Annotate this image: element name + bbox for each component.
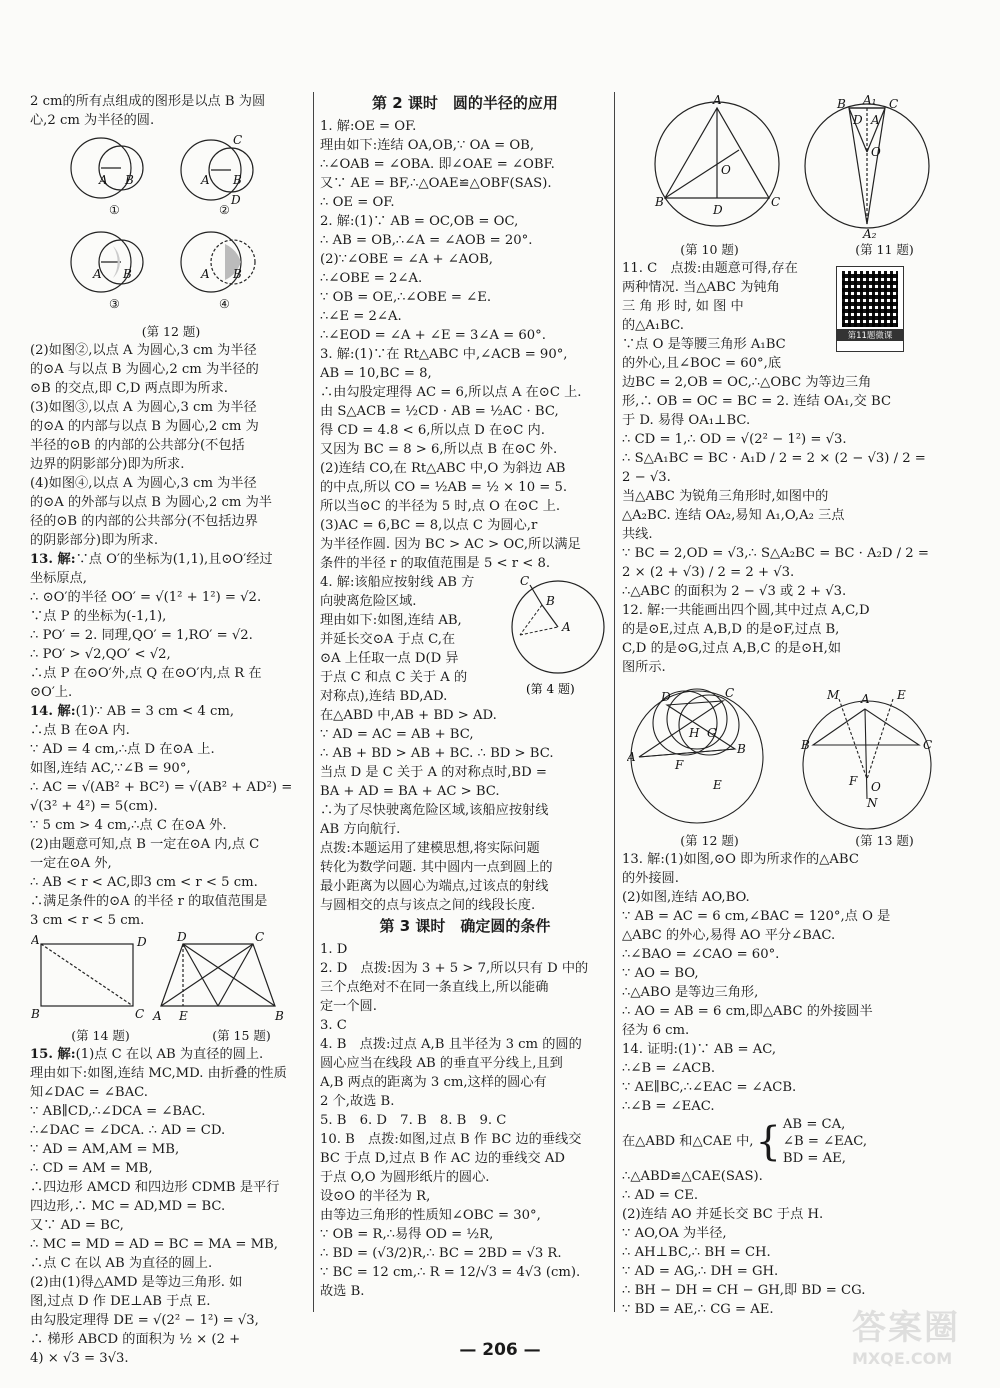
figure-caption: (第 10 题) bbox=[680, 242, 739, 257]
svg-text:B: B bbox=[125, 173, 134, 187]
watermark bbox=[852, 1300, 992, 1380]
fig-label: B bbox=[801, 738, 810, 752]
text-line: ∵ AD = 4 cm,∴点 D 在⊙A 上. bbox=[30, 742, 215, 757]
text-line: ∵ BC = 12 cm,∴ R = 12/√3 = 4√3 (cm). bbox=[320, 1265, 581, 1280]
text-line: ∴△ABO 是等边三角形, bbox=[622, 985, 759, 1000]
section-title: 第 3 课时 确定圆的条件 bbox=[379, 917, 551, 935]
fig-label: F bbox=[849, 774, 858, 788]
text-line: 理由如下:如图,连结 AB, bbox=[320, 613, 462, 628]
text-line: 对称点),连结 BD,AD. bbox=[320, 689, 448, 704]
text-line: ∴满足条件的⊙A 的半径 r 的取值范围是 bbox=[30, 894, 268, 909]
text-line: 得 CD = 4.8 < 6,所以点 D 在⊙C 内. bbox=[320, 423, 545, 438]
qr-code-icon bbox=[842, 271, 898, 327]
text-line: ∴ BD = (√3/2)R,∴ BC = 2BD = √3 R. bbox=[320, 1246, 562, 1261]
text-line: 当点 D 是 C 关于 A 的对称点时,BD = bbox=[320, 765, 547, 780]
fig-label: G bbox=[707, 726, 717, 740]
svg-text:C: C bbox=[233, 133, 243, 147]
figure-caption: (第 11 题) bbox=[855, 242, 914, 257]
figure-4-circle bbox=[506, 575, 610, 699]
fig-label: D bbox=[661, 690, 671, 704]
text-line: 在△ABD 和△CAE 中, bbox=[622, 1134, 754, 1149]
text-line: 3. C bbox=[320, 1018, 347, 1033]
text-line: ⊙O′上. bbox=[30, 685, 73, 700]
text-line: (2)如图,连结 AO,BO. bbox=[622, 890, 750, 905]
answer-14 bbox=[30, 702, 312, 930]
column-divider bbox=[313, 92, 314, 1312]
text-line: (2)由题意可知,点 B 一定在⊙A 内,点 C bbox=[30, 837, 260, 852]
answer-q2 bbox=[320, 212, 610, 345]
text-line: A,B 两点的距离为 3 cm,这样的圆心有 bbox=[320, 1075, 547, 1090]
text-line: 与圆相交的点与该点之间的线段长度. bbox=[320, 898, 536, 913]
fig-label: A bbox=[562, 620, 571, 634]
text-line: BA + AD = BA + AC > BC. bbox=[320, 784, 500, 799]
column-2 bbox=[320, 92, 610, 1301]
fig-label: B bbox=[737, 742, 746, 756]
fig-label: D bbox=[177, 932, 187, 944]
text-line: ∵ AD = AG,∴ DH = GH. bbox=[622, 1264, 779, 1279]
text-line: 于 D. 易得 OA₁⊥BC. bbox=[622, 413, 751, 428]
fig-label: B bbox=[655, 195, 664, 209]
fig-label: A bbox=[153, 1009, 162, 1023]
svg-text:A: A bbox=[201, 267, 210, 281]
svg-text:A: A bbox=[99, 173, 108, 187]
text-line: C,D 的是⊙G,过点 A,B,C 的是⊙H,如 bbox=[622, 641, 842, 656]
text-line: 半径的⊙B 的内部的公共部分(不包括 bbox=[30, 438, 245, 453]
text-line: 2. D 点拨:因为 3 + 5 > 7,所以只有 D 中的 bbox=[320, 961, 589, 976]
figure-12-13 bbox=[627, 679, 967, 835]
text-line: 的⊙A 与以点 B 为圆心,2 cm 为半径的 bbox=[30, 362, 259, 377]
fig-label: B bbox=[546, 594, 555, 608]
text-line: 设⊙O 的半径为 R, bbox=[320, 1189, 431, 1204]
text-line: (2)连结 CO,在 Rt△ABC 中,O 为斜边 AB bbox=[320, 461, 566, 476]
fig-label: C bbox=[135, 1007, 145, 1021]
text-line: ∴点 B 在⊙A 内. bbox=[30, 723, 130, 738]
fig-number: ④ bbox=[219, 297, 230, 311]
text-line: 的中点,所以 CO = ½AB = ½ × 10 = 5. bbox=[320, 480, 568, 495]
text-line: ∴点 C 在以 AB 为直径的圆上. bbox=[30, 1256, 213, 1271]
text-line: ∴∠BAO = ∠CAO = 60°. bbox=[622, 947, 780, 962]
text-line: ∴ CD = 1,∴ OD = √(2² − 1²) = √3. bbox=[622, 432, 847, 447]
text-line: ∵ OB = R,∴易得 OD = ½R, bbox=[320, 1227, 494, 1242]
text-line: ∴ AB + BD > AB + BC. ∴ BD > BC. bbox=[320, 746, 554, 761]
text-line: 2. 解:(1)∵ AB = OC,OB = OC, bbox=[320, 214, 519, 229]
fig-label: B bbox=[31, 1007, 40, 1021]
text-line: 故选 B. bbox=[320, 1284, 365, 1299]
text-line: ∴∠B = ∠ACB. bbox=[622, 1061, 716, 1076]
text-line: 的阴影部分)即为所求. bbox=[30, 533, 159, 548]
text-line: 13. 解:(1)如图,⊙O 即为所求作的△ABC bbox=[622, 852, 859, 867]
text-line: 1. 解:OE = OF. bbox=[320, 119, 417, 134]
problem-number: 13. 解: bbox=[30, 552, 76, 567]
text-line: ∴ ⊙O′的半径 OO′ = √(1² + 1²) = √2. bbox=[30, 590, 262, 605]
text-line: 三 角 形 时, 如 图 中 bbox=[622, 299, 744, 314]
text-line: 的△A₁BC. bbox=[622, 318, 684, 333]
text-line: 由勾股定理得 DE = √(2² − 1²) = √3, bbox=[30, 1313, 259, 1328]
figure-caption: (第 15 题) bbox=[212, 1028, 271, 1043]
text-line: 4) × √3 = 3√3. bbox=[30, 1351, 129, 1366]
text-line: 由等边三角形的性质知∠OBC = 30°, bbox=[320, 1208, 541, 1223]
text-line: 径为 6 cm. bbox=[622, 1023, 690, 1038]
fig-label: B bbox=[837, 97, 846, 111]
text-line: ∵ AB∥CD,∴∠DCA = ∠BAC. bbox=[30, 1104, 206, 1119]
svg-text:B: B bbox=[123, 267, 132, 281]
fig-label: E bbox=[179, 1009, 188, 1023]
text-line: AB = 10,BC = 8, bbox=[320, 366, 432, 381]
text-line: ∴△ABC 的面积为 2 − √3 或 2 + √3. bbox=[622, 584, 847, 599]
text-line: 11. C 点拨:由题意可得,存在 bbox=[622, 261, 798, 276]
text-line: (1)∵ AB = 3 cm < 4 cm, bbox=[75, 704, 235, 719]
text-line: ∴ AO = AB = 6 cm,即△ABC 的外接圆半 bbox=[622, 1004, 873, 1019]
fig-label: C bbox=[923, 738, 933, 752]
text-line: ∴∠EOD = ∠A + ∠E = 3∠A = 60°. bbox=[320, 328, 546, 343]
svg-text:A: A bbox=[93, 267, 102, 281]
text-line: √(3² + 4²) = 5(cm). bbox=[30, 799, 158, 814]
figure-caption: (第 12 题) bbox=[141, 324, 201, 339]
text-line: ∵ AO,OA 为半径, bbox=[622, 1226, 727, 1241]
fig-label: D bbox=[137, 935, 147, 949]
fig-number: ① bbox=[109, 203, 120, 217]
text-line: ∴∠OBE = 2∠A. bbox=[320, 271, 423, 286]
text-line: ∴ OE = OF. bbox=[320, 195, 395, 210]
fig-label: A₂ bbox=[863, 227, 877, 241]
text-line: 径的⊙B 的内部的公共部分(不包括边界 bbox=[30, 514, 258, 529]
text-line: 条件的半径 r 的取值范围是 5 < r < 8. bbox=[320, 556, 551, 571]
page-number: — 206 — bbox=[459, 1340, 541, 1360]
text-line: 三个点绝对不在同一条直线上,所以能确 bbox=[320, 980, 549, 995]
answer-q1 bbox=[320, 117, 610, 212]
fig-label: O bbox=[871, 780, 881, 794]
text-line: ∴ AH⊥BC,∴ BH = CH. bbox=[622, 1245, 771, 1260]
text-line: (2)∵∠OBE = ∠A + ∠AOB, bbox=[320, 252, 493, 267]
fig-label: E bbox=[713, 778, 722, 792]
answer-14 bbox=[622, 1040, 972, 1319]
text-line: 的外心,且∠BOC = 60°,底 bbox=[622, 356, 782, 371]
fig-label: C bbox=[889, 97, 899, 111]
text-line: (3)AC = 6,BC = 8,以点 C 为圆心,r bbox=[320, 518, 538, 533]
text-line: 2 × (2 + √3) / 2 = 2 + √3. bbox=[622, 565, 795, 580]
text-line: ∵ AE∥BC,∴∠EAC = ∠ACB. bbox=[622, 1080, 797, 1095]
text-line: ∴∠DAC = ∠DCA. ∴ AD = CD. bbox=[30, 1123, 226, 1138]
text-line: 形,∴ OB = OC = BC = 2. 连结 OA₁,交 BC bbox=[622, 394, 892, 409]
fig-label: A bbox=[627, 750, 636, 764]
text-line: 10. B 点拨:如图,过点 B 作 BC 边的垂线交 bbox=[320, 1132, 582, 1147]
text-line: BC 于点 D,过点 B 作 AC 边的垂线交 AD bbox=[320, 1151, 565, 1166]
text-line: 又∵ AD = BC, bbox=[30, 1218, 124, 1233]
text-line: ∴△ABD≌△CAE(SAS). bbox=[622, 1169, 763, 1184]
text-line: ∴ BH − DH = CH − GH,即 BD = CG. bbox=[622, 1283, 866, 1298]
text-line: BD = AE, bbox=[782, 1151, 846, 1166]
fig-label: A bbox=[861, 692, 870, 706]
column-3 bbox=[622, 92, 972, 1319]
text-line: ∵ BC = 2,OD = √3,∴ S△A₂BC = BC · A₂D / 2 = bbox=[622, 546, 929, 561]
answer-11 bbox=[622, 259, 972, 601]
text-line: ∵点 P 的坐标为(-1,1), bbox=[30, 609, 167, 624]
answer-13 bbox=[622, 850, 972, 1040]
fig-label: D bbox=[853, 113, 863, 127]
figure-12-circles bbox=[51, 132, 291, 320]
fig-number: ② bbox=[219, 203, 230, 217]
fig-label: C bbox=[520, 575, 530, 588]
fig-label: D bbox=[713, 203, 723, 217]
text-line: ⊙A 上任取一点 D(D 异 bbox=[320, 651, 459, 666]
svg-text:A: A bbox=[201, 173, 210, 187]
text-line: 图,过点 D 作 DE⊥AB 于点 E. bbox=[30, 1294, 211, 1309]
svg-text:B: B bbox=[233, 173, 242, 187]
brace-icon: { bbox=[755, 1118, 781, 1165]
text-line: ∴ PO′ > √2,QO′ < √2, bbox=[30, 647, 171, 662]
text-line: ∴点 P 在⊙O′外,点 Q 在⊙O′内,点 R 在 bbox=[30, 666, 262, 681]
text-line: 5. B 6. D 7. B 8. B 9. C bbox=[320, 1113, 507, 1128]
figure-caption: (第 12 题) bbox=[680, 833, 739, 848]
text-line: ∴ AC = √(AB² + BC²) = √(AB² + AD²) = bbox=[30, 780, 293, 795]
text-line: ∴ PO′ = 2. 同理,QO′ = 1,RO′ = √2. bbox=[30, 628, 253, 643]
fig-label: C bbox=[255, 932, 265, 944]
text-line: 的⊙A 的外部与以点 B 为圆心,2 cm 为半 bbox=[30, 495, 272, 510]
text-line: 两种情况. 当△ABC 为钝角 bbox=[622, 280, 780, 295]
brace-system bbox=[622, 1116, 972, 1167]
figure-caption: (第 14 题) bbox=[71, 1028, 130, 1043]
text-line: 最小距离为以圆心为端点,过该点的射线 bbox=[320, 879, 549, 894]
text-line: 四边形,∴ MC = AD,MD = BC. bbox=[30, 1199, 226, 1214]
fig-label: C bbox=[771, 195, 781, 209]
text-line: 2 cm的所有点组成的图形是以点 B 为圆 bbox=[30, 94, 266, 109]
answer-13 bbox=[30, 550, 312, 702]
text-line: 点拨:本题运用了建模思想,将实际问题 bbox=[320, 841, 540, 856]
text-line: 又因为 BC = 8 > 6,所以点 B 在⊙C 外. bbox=[320, 442, 558, 457]
watermark-text: 答案圈 bbox=[852, 1308, 960, 1348]
text-line: 为半径作圆. 因为 BC > AC > OC,所以满足 bbox=[320, 537, 581, 552]
text-line: ∴四边形 AMCD 和四边形 CDMB 是平行 bbox=[30, 1180, 280, 1195]
text-line: 2 − √3. bbox=[622, 470, 671, 485]
text-line: 于点 C 和点 C 关于 A 的 bbox=[320, 670, 468, 685]
text-line: ∵点 O 是等腰三角形 A₁BC bbox=[622, 337, 786, 352]
text-line: (2)由(1)得△AMD 是等边三角形. 如 bbox=[30, 1275, 243, 1290]
text-line: ∴ AB < r < AC,即3 cm < r < 5 cm. bbox=[30, 875, 258, 890]
text-line: △ABC 的外心,易得 AO 平分∠BAC. bbox=[622, 928, 836, 943]
text-line: 理由如下:如图,连结 MC,MD. 由折叠的性质 bbox=[30, 1066, 287, 1081]
text-line: 知∠DAC = ∠BAC. bbox=[30, 1085, 148, 1100]
fig-label: F bbox=[675, 758, 684, 772]
text-line: (3)如图③,以点 A 为圆心,3 cm 为半径 bbox=[30, 400, 257, 415]
fig-label: A₁ bbox=[863, 94, 877, 107]
answer-12-cont bbox=[30, 341, 312, 550]
fig-label: M bbox=[827, 688, 840, 702]
text-line: 又∵ AE = BF,∴△OAE≌△OBF(SAS). bbox=[320, 176, 552, 191]
text-line: ∵点 O′的坐标为(1,1),且⊙O′经过 bbox=[75, 552, 273, 567]
fig-label: E bbox=[897, 688, 906, 702]
text-line: 2 个,故选 B. bbox=[320, 1094, 395, 1109]
text-line: ∴为了尽快驶离危险区域,该船应按射线 bbox=[320, 803, 549, 818]
section-title: 第 2 课时 圆的半径的应用 bbox=[372, 94, 558, 112]
text-line: 14. 证明:(1)∵ AB = AC, bbox=[622, 1042, 777, 1057]
text-line: AB = CA, bbox=[782, 1117, 846, 1132]
column-1 bbox=[30, 92, 312, 1368]
qr-label: 第11题微课 bbox=[837, 329, 903, 341]
text-line: 坐标原点, bbox=[30, 571, 87, 586]
text-line: ∴ CD = AM = MB, bbox=[30, 1161, 153, 1176]
fig-label: N bbox=[867, 796, 878, 810]
text-line: ∵ AD = AM,AM = MB, bbox=[30, 1142, 180, 1157]
svg-text:D: D bbox=[231, 193, 241, 207]
fig-label: O bbox=[871, 145, 881, 159]
text-line: 心,2 cm 为半径的圆. bbox=[30, 113, 155, 128]
text-line: 的⊙A 的内部与以点 B 为圆心,2 cm 为 bbox=[30, 419, 259, 434]
fig-label: A bbox=[871, 113, 880, 127]
text-line: ∴由勾股定理得 AC = 6,所以点 A 在⊙C 上. bbox=[320, 385, 582, 400]
text-line: 边BC = 2,OB = OC,∴△OBC 为等边三角 bbox=[622, 375, 872, 390]
text-line: ∵ BD = AE,∴ CG = AE. bbox=[622, 1302, 774, 1317]
text-line: ∴∠E = 2∠A. bbox=[320, 309, 402, 324]
fig-label: H bbox=[689, 726, 700, 740]
figure-caption: (第 13 题) bbox=[855, 833, 914, 848]
fig-label: A bbox=[31, 933, 40, 947]
text-line: (4)如图④,以点 A 为圆心,3 cm 为半径 bbox=[30, 476, 257, 491]
text-line: 的外接圆. bbox=[622, 871, 679, 886]
watermark-url: MXQE.COM bbox=[852, 1349, 953, 1368]
text-line: ∵ 5 cm > 4 cm,∴点 C 在⊙A 外. bbox=[30, 818, 227, 833]
column-divider bbox=[614, 92, 615, 1312]
text-line: 于点 O,O 为圆形纸片的圆心. bbox=[320, 1170, 490, 1185]
text-line: 转化为数学问题. 其中圆内一点到圆上的 bbox=[320, 860, 553, 875]
text-line: (2)如图②,以点 A 为圆心,3 cm 为半径 bbox=[30, 343, 257, 358]
svg-text:B: B bbox=[233, 267, 242, 281]
text-line: 边界的阴影部分)即为所求. bbox=[30, 457, 185, 472]
answers-lesson-3 bbox=[320, 940, 610, 1301]
answer-q4 bbox=[320, 573, 610, 915]
text-line: 向驶离危险区域. bbox=[320, 594, 417, 609]
text-line: ∴ 梯形 ABCD 的面积为 ½ × (2 + bbox=[30, 1332, 241, 1347]
text-line: 由 S△ACB = ½CD · AB = ½AC · BC, bbox=[320, 404, 559, 419]
problem-number: 15. 解: bbox=[30, 1047, 76, 1062]
text-line: △A₂BC. 连结 OA₂,易知 A₁,O,A₂ 三点 bbox=[622, 508, 845, 523]
problem-number: 14. 解: bbox=[30, 704, 76, 719]
answer-q3 bbox=[320, 345, 610, 573]
text-line: 共线. bbox=[622, 527, 653, 542]
text-line: ∠B = ∠EAC, bbox=[782, 1134, 868, 1149]
text-line: ∴∠B = ∠EAC. bbox=[622, 1099, 715, 1114]
text-line: 所以当⊙C 的半径为 5 时,点 O 在⊙C 上. bbox=[320, 499, 561, 514]
text-line: 一定在⊙A 外, bbox=[30, 856, 112, 871]
text-line: 4. 解:该船应按射线 AB 方 bbox=[320, 575, 475, 590]
text-line: (2)连结 AO 并延长交 BC 于点 H. bbox=[622, 1207, 824, 1222]
text-line: 并延长交⊙A 于点 C,在 bbox=[320, 632, 456, 647]
fig-label: A bbox=[713, 94, 722, 107]
fig-number: ③ bbox=[109, 297, 120, 311]
text-line: (1)点 C 在以 AB 为直径的圆上. bbox=[75, 1047, 264, 1062]
answer-12 bbox=[622, 601, 972, 677]
text-line: 圆心应当在线段 AB 的垂直平分线上,且到 bbox=[320, 1056, 563, 1071]
figure-10-11 bbox=[627, 94, 967, 244]
text-line: 4. B 点拨:过点 A,B 且半径为 3 cm 的圆的 bbox=[320, 1037, 582, 1052]
text-line: 如图,连结 AC,∵∠B = 90°, bbox=[30, 761, 191, 776]
text-line: ∴ S△A₁BC = BC · A₁D / 2 = 2 × (2 − √3) / 2 = bbox=[622, 451, 926, 466]
text-line: ⊙B 的交点,即 C,D 两点即为所求. bbox=[30, 381, 228, 396]
text-line: ∵ AB = AC = 6 cm,∠BAC = 120°,点 O 是 bbox=[622, 909, 891, 924]
text-line: 定一个圆. bbox=[320, 999, 377, 1014]
answer-15 bbox=[30, 1045, 312, 1368]
text-line: ∵ AO = BO, bbox=[622, 966, 699, 981]
text-line: 当△ABC 为锐角三角形时,如图中的 bbox=[622, 489, 829, 504]
text-line: ∴ AB = OB,∴∠A = ∠AOB = 20°. bbox=[320, 233, 533, 248]
qr-code[interactable] bbox=[836, 266, 904, 352]
fig-label: C bbox=[725, 686, 735, 700]
text-line: ∴∠OAB = ∠OBA. 即∠OAE = ∠OBF. bbox=[320, 157, 555, 172]
fig-label: B bbox=[275, 1009, 284, 1023]
text-line: 在△ABD 中,AB + BD > AD. bbox=[320, 708, 497, 723]
text-line: ∴ MC = MD = AD = BC = MA = MB, bbox=[30, 1237, 278, 1252]
text-line: 图所示. bbox=[622, 660, 666, 675]
text-line: 1. D bbox=[320, 942, 348, 957]
text-line: ∵ OB = OE,∴∠OBE = ∠E. bbox=[320, 290, 492, 305]
text-line: 3. 解:(1)∵在 Rt△ABC 中,∠ACB = 90°, bbox=[320, 347, 568, 362]
text-line: 理由如下:连结 OA,OB,∵ OA = OB, bbox=[320, 138, 535, 153]
figure-caption: (第 4 题) bbox=[526, 682, 575, 696]
fig-label: O bbox=[721, 163, 731, 177]
text-line: 3 cm < r < 5 cm. bbox=[30, 913, 145, 928]
text-line: ∵ AD = AC = AB + BC, bbox=[320, 727, 474, 742]
text-line: AB 方向航行. bbox=[320, 822, 401, 837]
text-line: 的是⊙E,过点 A,B,D 的是⊙F,过点 B, bbox=[622, 622, 840, 637]
text-line: ∴ AD = CE. bbox=[622, 1188, 699, 1203]
text-line: 12. 解:一共能画出四个圆,其中过点 A,C,D bbox=[622, 603, 870, 618]
figure-14-15 bbox=[31, 932, 311, 1028]
